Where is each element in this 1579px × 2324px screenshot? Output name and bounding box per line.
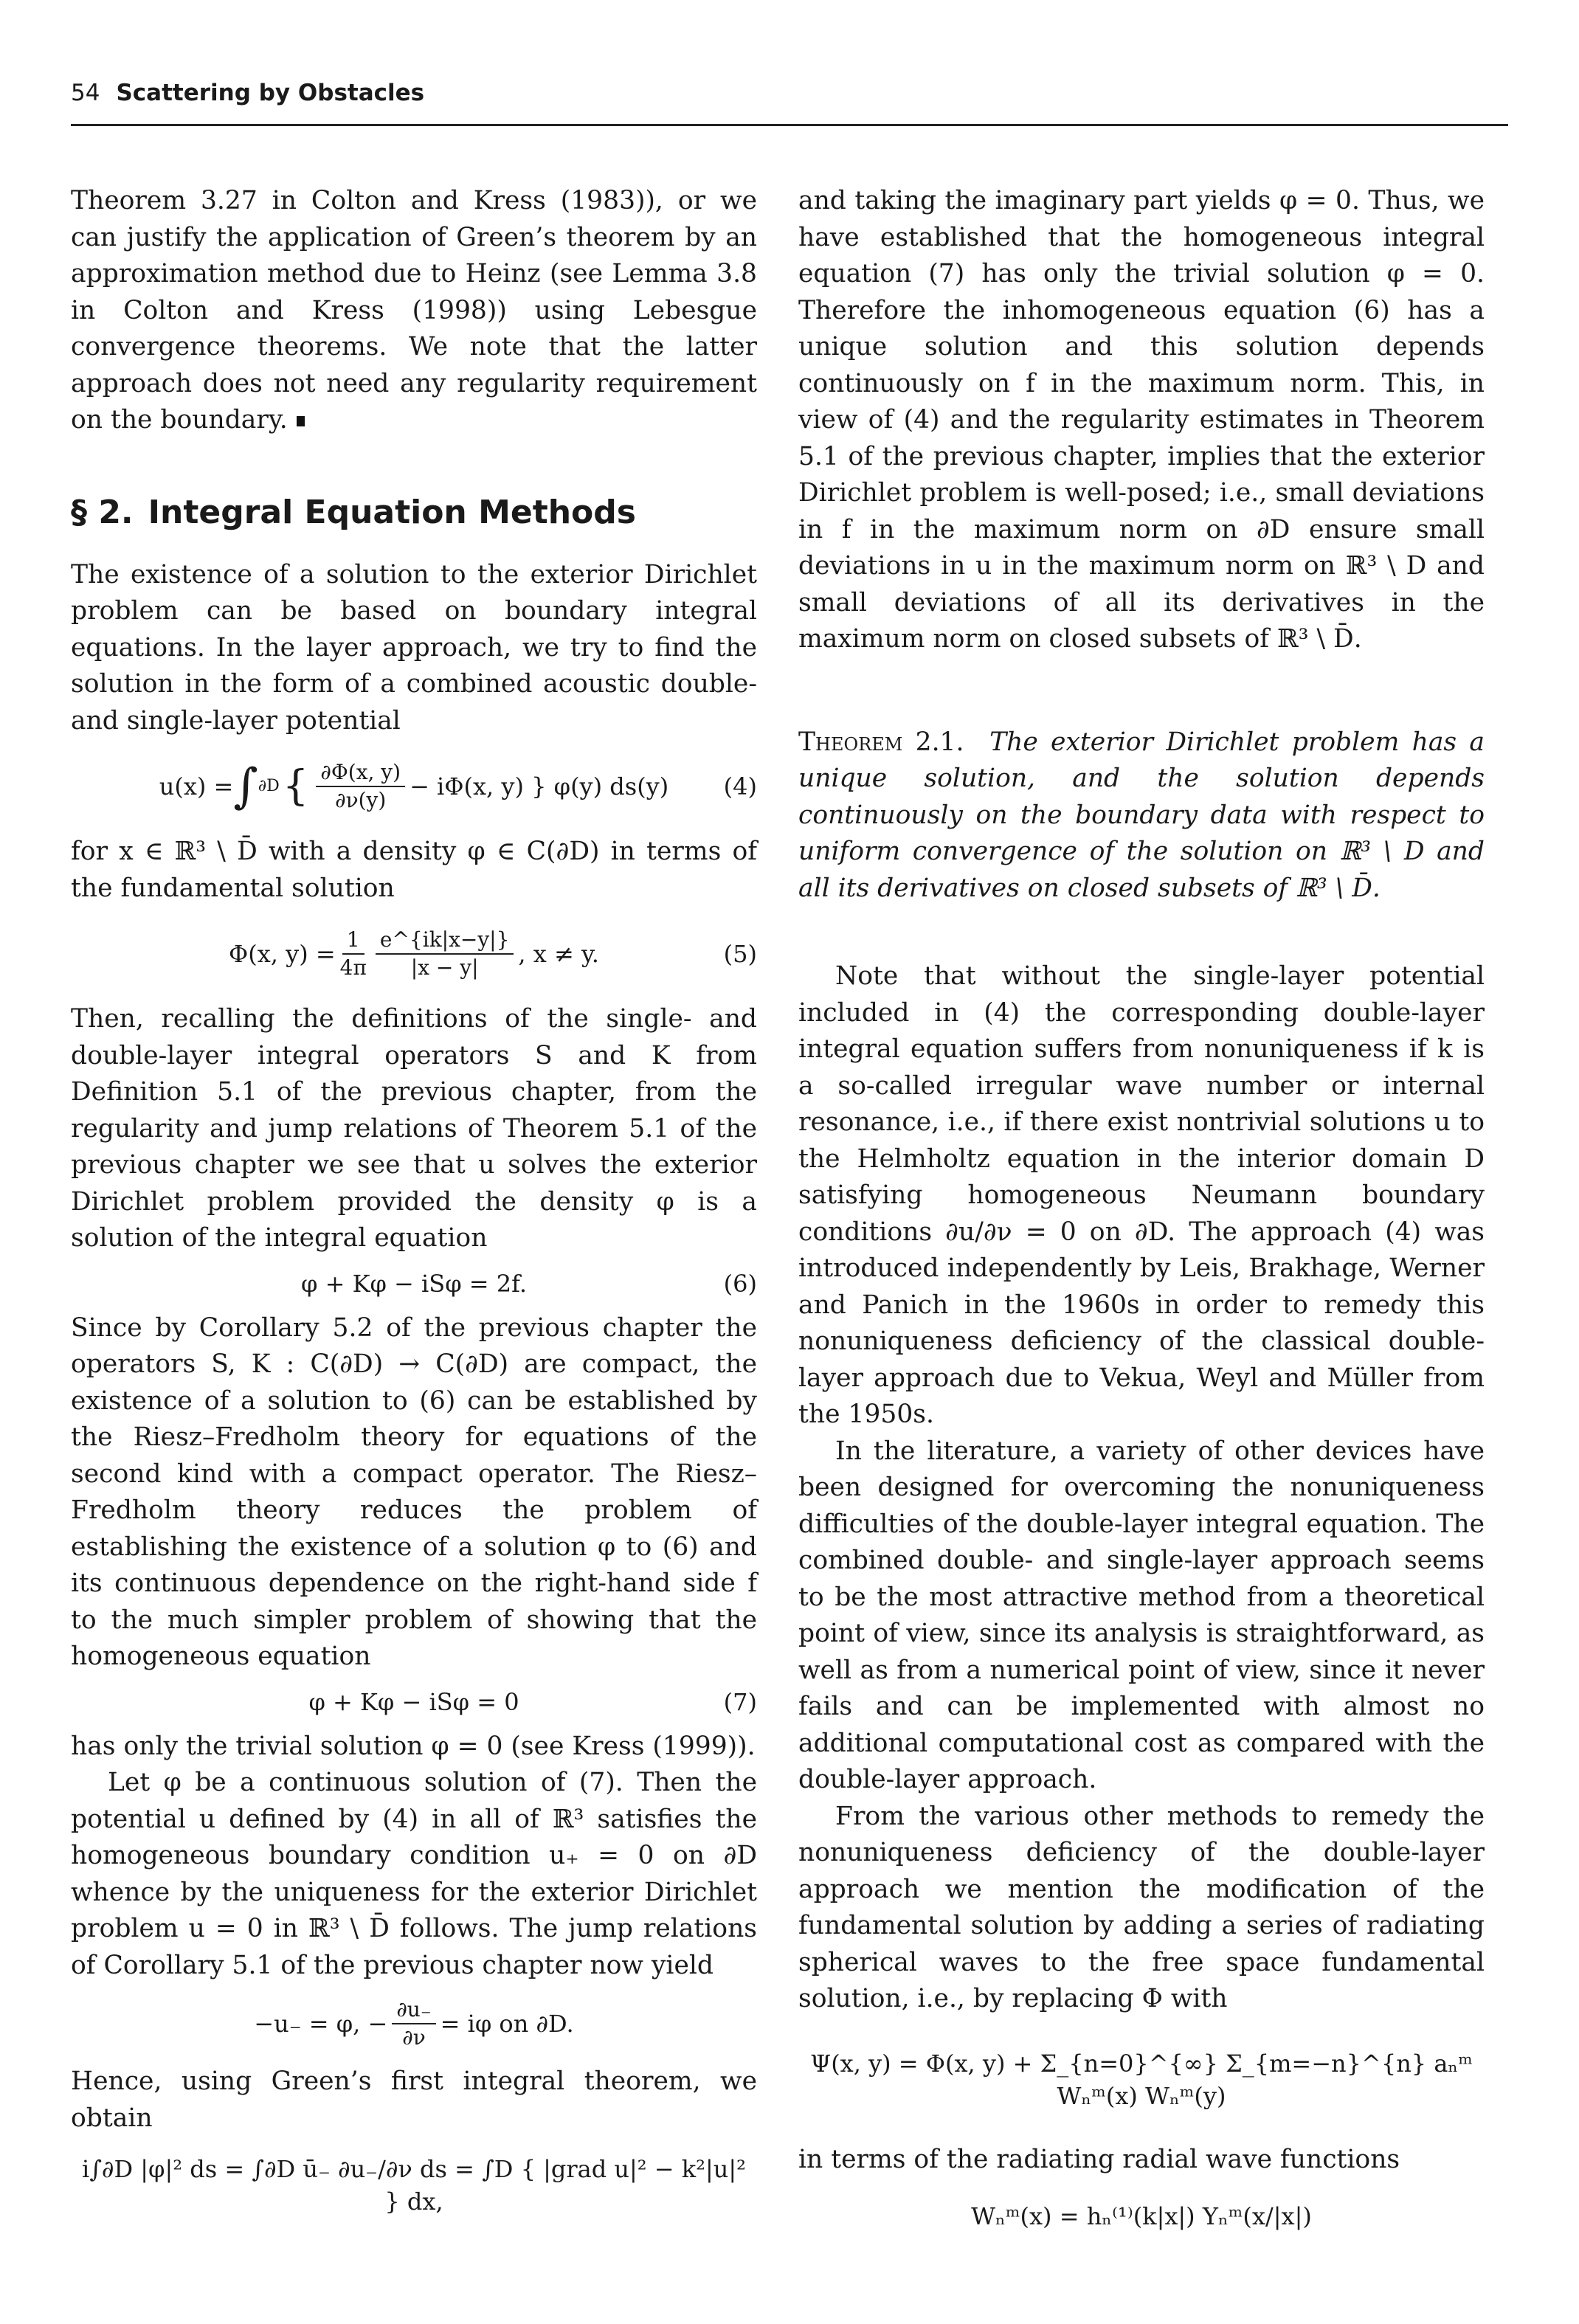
- eq5-lhs: Φ(x, y) =: [229, 940, 336, 968]
- eq5-fraction-2: [376, 927, 514, 981]
- eq-jump-num: ∂u₋: [392, 1996, 435, 2024]
- eq-jump-den: ∂ν: [402, 2025, 426, 2050]
- eq5-f2-num: e^{ik|x−y|}: [376, 927, 514, 955]
- eq5-f2-den: |x − y|: [410, 955, 479, 980]
- equation-number: (7): [723, 1687, 757, 1716]
- equation-number: (4): [723, 772, 757, 800]
- running-header: [71, 80, 1508, 126]
- eq4-lhs: u(x) =: [159, 772, 234, 800]
- paragraph: Hence, using Green’s first integral theorem, we obtain: [71, 2067, 757, 2133]
- brace-icon: {: [282, 762, 309, 810]
- running-title: Scattering by Obstacles: [116, 80, 425, 106]
- section-number: § 2.: [71, 493, 134, 531]
- paragraph: [71, 183, 757, 439]
- page-number: 54: [71, 80, 100, 106]
- paragraph: in terms of the radiating radial wave functions: [798, 2144, 1400, 2174]
- paragraph: The existence of a solution to the exterior Dirichlet problem can be based on boundary integral equations. In the layer approach, we try to find the solution in the form of a combined acoustic double- and single-layer potential: [71, 559, 757, 736]
- theorem: [798, 724, 1485, 907]
- equation-number: (5): [723, 940, 757, 968]
- integral-sign-icon: ∫: [233, 759, 258, 814]
- paragraph-text: Theorem 3.27 in Colton and Kress (1983)), or we can justify the application of Green’s theorem by an approximation method due to Heinz (see Lemma 3.8 in Colton and Kress (1998)) using Lebesgue convergence theorems. We note that the latter approach does not need any regularity requirement on the boundary.: [71, 186, 757, 435]
- paragraph: Then, recalling the definitions of the single- and double-layer integral operators S and K from Definition 5.1 of the previous chapter, from the regularity and jump relations of Theorem 5.1 of the previous chapter we see that u solves the exterior Dirichlet problem provided the density φ is a solution of the integral equation: [71, 1004, 757, 1253]
- paragraph: In the literature, a variety of other devices have been designed for overcoming the nonuniqueness difficulties of the double-layer integral equation. The combined double- and single-layer approach seems to be the most attractive method from a theoretical point of view, since its analysis is straightforward, as well as from a numerical point of view, since it never fails and can be implemented with almost no additional computational cost as compared with the double-layer approach.: [798, 1436, 1485, 1794]
- equation-4: [71, 750, 757, 823]
- equation-number: (6): [723, 1269, 757, 1298]
- paragraph: and taking the imaginary part yields φ = 0. Thus, we have established that the homogeneous integral equation (7) has only the trivial solution φ = 0. Therefore the inhomogeneous equation (6) has a unique solution and this solution depends continuously on f in the maximum norm. This, in view of (4) and the regularity estimates in Theorem 5.1 of the previous chapter, implies that the exterior Dirichlet problem is well-posed; i.e., small deviations in f in the maximum norm on ∂D ensure small deviations in u in the maximum norm on ℝ³ \ D and small deviations of all its derivatives in the maximum norm on closed subsets of ℝ³ \ D̄.: [798, 186, 1485, 654]
- eq-jump-fraction: [392, 1996, 435, 2051]
- paragraph: Note that without the single-layer potential included in (4) the corresponding double-layer integral equation suffers from nonuniqueness if k is a so-called irregular wave number or internal resonance, i.e., if there exist nontrivial solutions u to the Helmholtz equation in the interior domain D satisfying homogeneous Neumann boundary conditions ∂u/∂ν = 0 on ∂D. The approach (4) was introduced independently by Leis, Brakhage, Werner and Panich in the 1960s in order to remedy this nonuniqueness deficiency of the classical double-layer approach due to Vekua, Weyl and Müller from the 1950s.: [798, 961, 1485, 1429]
- section-title: Integral Equation Methods: [148, 493, 636, 531]
- qed-square-icon: [297, 416, 305, 426]
- eq5-fraction-1: [340, 927, 367, 981]
- eq6-body: φ + Kφ − iSφ = 2f.: [301, 1269, 527, 1298]
- equation-green: [71, 2153, 757, 2218]
- equation-5: [71, 917, 757, 991]
- left-column: [71, 183, 757, 2228]
- equation-jump: [71, 1994, 757, 2053]
- eq5-rest: , x ≠ y.: [518, 940, 599, 968]
- paragraph: From the various other methods to remedy the nonuniqueness deficiency of the double-layer approach we mention the modification of the fundamental solution by adding a series of radiating spherical waves to the free space fundamental solution, i.e., by replacing Φ with: [798, 1801, 1485, 2013]
- equation-psi: [798, 2047, 1485, 2112]
- eq4-rest: − iΦ(x, y) } φ(y) ds(y): [410, 772, 669, 800]
- section-heading: [71, 491, 757, 535]
- eq5-f1-num: 1: [342, 927, 364, 955]
- eq-jump-b: = iφ on ∂D.: [440, 2010, 574, 2038]
- paragraph: Let φ be a continuous solution of (7). Then the potential u defined by (4) in all of ℝ³ satisfies the homogeneous boundary condition u₊ = 0 on ∂D whence by the uniqueness for the exterior Dirichlet problem u = 0 in ℝ³ \ D̄ follows. The jump relations of Corollary 5.1 of the previous chapter now yield: [71, 1768, 757, 1980]
- paragraph: has only the trivial solution φ = 0 (see Kress (1999)).: [71, 1731, 756, 1761]
- eq4-frac-num: ∂Φ(x, y): [316, 759, 405, 787]
- eq5-f1-den: 4π: [339, 955, 367, 980]
- equation-w: [798, 2200, 1485, 2233]
- equation-6: [71, 1268, 757, 1300]
- paragraph: for x ∈ ℝ³ \ D̄ with a density φ ∈ C(∂D) in terms of the fundamental solution: [71, 837, 757, 903]
- eq4-frac-den: ∂ν(y): [335, 788, 387, 812]
- eq4-int-domain: ∂D: [258, 777, 280, 795]
- eq-jump-a: −u₋ = φ, −: [254, 2010, 388, 2038]
- eq7-body: φ + Kφ − iSφ = 0: [308, 1687, 519, 1716]
- equation-7: [71, 1686, 757, 1718]
- eq-w-body: Wₙᵐ(x) = hₙ⁽¹⁾(k|x|) Yₙᵐ(x/|x|): [971, 2202, 1312, 2230]
- theorem-text: The exterior Dirichlet problem has a unique solution, and the solution depends continuously on the boundary data with respect to uniform convergence of the solution on ℝ³ \ D and all its derivatives on closed subsets of ℝ³ \ D̄.: [798, 727, 1485, 903]
- paragraph: Since by Corollary 5.2 of the previous chapter the operators S, K : C(∂D) → C(∂D) are compact, the existence of a solution to (6) can be established by the Riesz–Fredholm theory for equations of the second kind with a compact operator. The Riesz–Fredholm theory reduces the problem of establishing the existence of a solution φ to (6) and its continuous dependence on the right-hand side f to the much simpler problem of showing that the homogeneous equation: [71, 1313, 757, 1671]
- eq-green-body: i∫∂D |φ|² ds = ∫∂D ū₋ ∂u₋/∂ν ds = ∫D { |grad u|² − k²|u|² } dx,: [81, 2155, 746, 2216]
- eq4-fraction: [316, 759, 405, 814]
- theorem-label: Theorem 2.1.: [798, 727, 964, 757]
- right-column: [798, 183, 1485, 2243]
- eq-psi-body: Ψ(x, y) = Φ(x, y) + Σ_{n=0}^{∞} Σ_{m=−n}^{n} aₙᵐ Wₙᵐ(x) Wₙᵐ(y): [810, 2049, 1473, 2110]
